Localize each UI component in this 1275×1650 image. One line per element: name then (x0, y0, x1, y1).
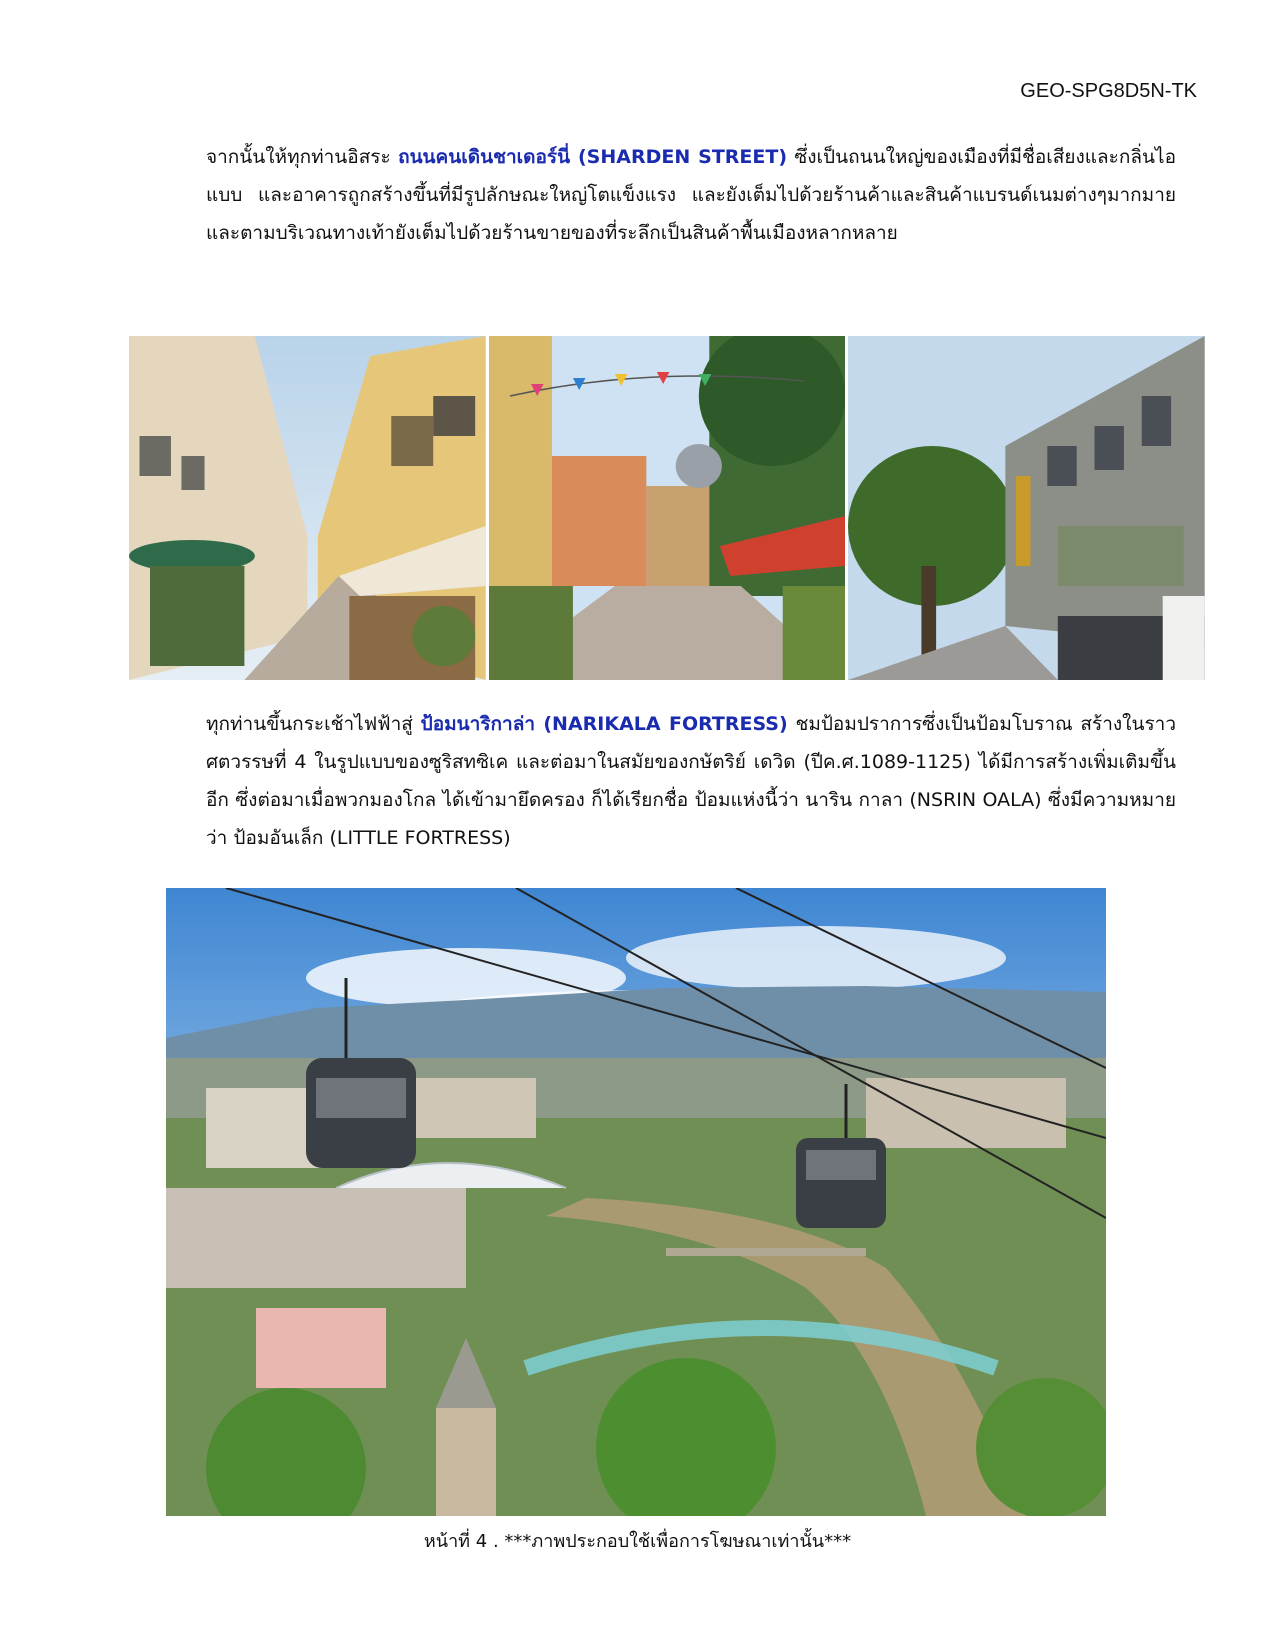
paragraph-intro: ทุกท่านขึ้นกระเช้าไฟฟ้าสู่ (206, 713, 421, 735)
narikala-paragraph (206, 705, 1176, 857)
document-code: GEO-SPG8D5N-TK (1020, 80, 1197, 102)
sharden-street-paragraph (206, 138, 1176, 252)
street-photo-left (129, 336, 486, 680)
paragraph-intro: จากนั้นให้ทุกท่านอิสระ (206, 146, 399, 168)
street-photo-right (848, 336, 1205, 680)
paragraph-body: ชมป้อมปราการซึ่งเป็นป้อมโบราณ สร้างในราวศตวรรษที่ 4 ในรูปแบบของซูริสทซิเค และต่อมาในสมัยของกษัตริย์ เดวิด (ปีค.ศ.1089-1125) ได้มีการสร้างเพิ่มเติมขึ้นอีก ซึ่งต่อมาเมื่อพวกมองโกล ได้เข้ามายึดครอง ก็ได้เรียกชื่อ ป้อมแห่งนี้ว่า นาริน กาลา (NSRIN OALA) ซึ่งมีความหมายว่า ป้อมอันเล็ก (LITTLE FORTRESS) (206, 713, 1176, 849)
paragraph-body: ซึ่งเป็นถนนใหญ่ของเมืองที่มีชื่อเสียงและกลิ่นไอแบบ และอาคารถูกสร้างขึ้นที่มีรูปลักษณะใหญ่โตแข็งแรง และยังเต็มไปด้วยร้านค้าและสินค้าแบรนด์เนมต่างๆมากมาย และตามบริเวณทางเท้ายังเต็มไปด้วยร้านขายของที่ระลึกเป็นสินค้าพื้นเมืองหลากหลาย (206, 146, 1176, 244)
cable-car-photo (166, 888, 1106, 1516)
sharden-street-highlight: ถนนคนเดินชาเดอร์นี่ (SHARDEN STREET) (398, 146, 788, 168)
page-footer: หน้าที่ 4 . ***ภาพประกอบใช้เพื่อการโฆษณาเท่านั้น*** (423, 1531, 852, 1552)
street-photo-middle (489, 336, 846, 680)
narikala-highlight: ป้อมนาริกาล่า (NARIKALA FORTRESS) (420, 713, 788, 735)
street-photo-strip (129, 336, 1205, 680)
